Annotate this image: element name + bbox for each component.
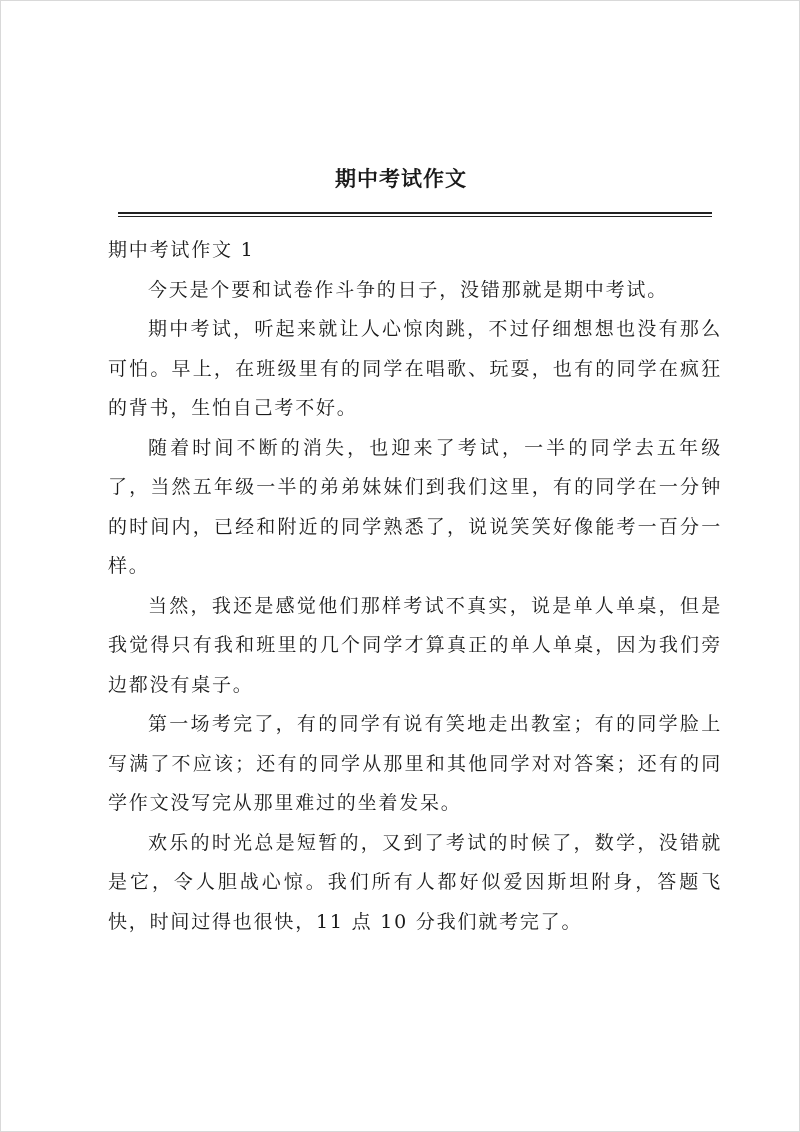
document-title: 期中考试作文	[335, 166, 467, 191]
document-body	[108, 231, 722, 942]
title-rule-thin	[118, 216, 712, 217]
essay-subtitle: 期中考试作文 1	[108, 239, 255, 261]
title-rule-thick	[118, 212, 712, 214]
paragraph-2: 期中考试，听起来就让人心惊肉跳，不过仔细想想也没有那么可怕。早上，在班级里有的同学在唱歌、玩耍，也有的同学在疯狂的背书，生怕自己考不好。	[108, 318, 722, 419]
paragraph-1: 今天是个要和试卷作斗争的日子，没错那就是期中考试。	[148, 278, 669, 301]
paragraph-3: 随着时间不断的消失，也迎来了考试，一半的同学去五年级了，当然五年级一半的弟弟妹妹们到我们这里，有的同学在一分钟的时间内，已经和附近的同学熟悉了，说说笑笑好像能考一百分一样。	[108, 436, 722, 577]
paragraph-5: 第一场考完了，有的同学有说有笑地走出教室；有的同学脸上写满了不应该；还有的同学从那里和其他同学对对答案；还有的同学作文没写完从那里难过的坐着发呆。	[108, 713, 722, 814]
paragraph-6: 欢乐的时光总是短暂的，又到了考试的时候了，数学，没错就是它，令人胆战心惊。我们所有人都好似爱因斯坦附身，答题飞快，时间过得也很快，11 点 10 分我们就考完了。	[108, 831, 722, 933]
paragraph-4: 当然，我还是感觉他们那样考试不真实，说是单人单桌，但是我觉得只有我和班里的几个同学才算真正的单人单桌，因为我们旁边都没有桌子。	[108, 594, 722, 696]
